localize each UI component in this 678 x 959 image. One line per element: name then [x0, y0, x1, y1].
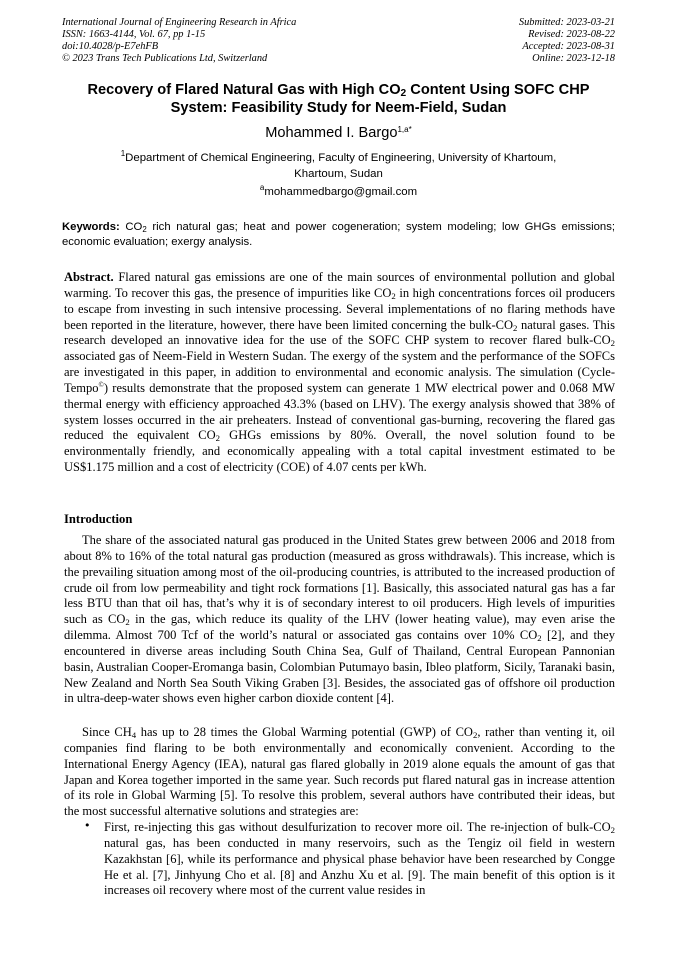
subscript: 2 [391, 290, 396, 301]
paragraph-text: has up to 28 times the Global Warming potential (GWP) of CO [136, 725, 473, 739]
journal-name: International Journal of Engineering Research in Africa [62, 17, 297, 28]
affiliation-text: Khartoum, Sudan [294, 168, 383, 180]
paragraph-text: in the gas, which reduce its quality of the LHV (lower heating value), may even arise the dilemma. Almost 700 Tcf of the world’s natural or associated gas contains over 10% CO [64, 612, 615, 643]
subscript: 2 [610, 338, 615, 349]
doi: doi:10.4028/p-E7ehFB [62, 41, 159, 52]
title-text: System: Feasibility Study for Neem-Field, Sudan [170, 100, 507, 116]
subscript: 2 [125, 617, 130, 628]
email-address[interactable]: mohammedbargo@gmail.com [264, 186, 418, 198]
list-item-text: natural gas, has been conducted in many reservoirs, such as the Tengiz oil field in western Kazakhstan [6], while its performance and physical phase behavior have been researched by Congge He et al. [7], Jinhyung Cho et al. [8] and Anzhu Xu et al. [9]. The main benefit of this option is it increases oil recovery where most of the current value resides in [104, 835, 615, 898]
paragraph-text: The share of the associated natural gas produced in the United States grew between 2006 and 2018 from about 8% to 16% of the total natural gas production (measured as gross withdrawals). This increase, which is the prevailing situation among most of the oil-producing countries, is attributed to the increased production of crude oil from low permeability and tight rock formations [1]. Basically, this associated natural gas has a far less BTU than that oil has, that’s why it is of secondary interest to oil producers. High levels of impurities such as CO [64, 533, 615, 627]
online-date: Online: 2023-12-18 [532, 53, 615, 64]
abstract-text: in high concentrations forces oil producers to escape from investing in such intensive processing. Several implementations of no flaring methods have been reported in the literature, however, there have been limited concerning the bulk-CO [64, 285, 615, 332]
affiliation [62, 150, 615, 182]
list-item [104, 820, 615, 899]
abstract-text: GHGs emissions by 80%. Overall, the novel solution found to be environmentally friendly, and economically appealing with a total capital investment estimated to be US$1.175 million and a cost of electricity (COE) of 4.07 cents per kWh. [64, 428, 615, 475]
keywords-text: CO [119, 221, 143, 233]
issn: ISSN: 1663-4144, Vol. 67, pp 1-15 [62, 29, 206, 40]
introduction-heading: Introduction [64, 512, 133, 526]
affiliation-text: Department of Chemical Engineering, Faculty of Engineering, University of Khartoum, [125, 152, 557, 164]
superscript: © [98, 380, 104, 389]
title-text: Recovery of Flared Natural Gas with High CO [87, 82, 401, 98]
accepted-date: Accepted: 2023-08-31 [522, 41, 615, 52]
author-name: Mohammed I. Bargo [265, 125, 398, 141]
author [62, 124, 615, 142]
paper-title [62, 81, 615, 117]
submitted-date: Submitted: 2023-03-21 [518, 17, 615, 28]
abstract-label: Abstract. [64, 270, 114, 284]
title-text: Content Using SOFC CHP [406, 82, 590, 98]
abstract-text: natural gases. This research developed an innovative idea for the use of the SOFC CHP system to recover flared bulk-CO [64, 317, 615, 348]
title-subscript: 2 [400, 88, 407, 99]
abstract-text: ) results demonstrate that the proposed system can generate 1 MW electrical power and 0.068 MW thermal energy with efficiency approached 43.3% (based on LHV). The exergy analysis showed that 38% of system losses occurred in the air preheaters. Instead of conventional gas-burning, recovering the flared gas reduced the equivalent CO [64, 380, 615, 443]
subscript: 4 [131, 730, 137, 740]
paragraph-text: [2], and they encountered in diverse areas including South China Sea, Gulf of Thailand, Central European Pannonian basin, Australian Cooper-Eromanga basin, Colombian Putumayo basin, Ibleo platform, Sicily, Taranaki basin, New Zealand and North Sea South Viking Graben [3]. Besides, the associated gas of offshore oil production in ultra-deep-water shows even higher carbon dioxide content [4]. [64, 628, 615, 706]
paragraph-text: Since CH [82, 725, 132, 739]
subscript: 2 [537, 633, 542, 644]
subscript: 2 [142, 225, 147, 234]
subscript: 2 [513, 322, 518, 333]
bullet-marker: • [84, 819, 91, 832]
subscript: 2 [215, 433, 221, 444]
header-left [62, 17, 296, 65]
list-item-text: First, re-injecting this gas without desulfurization to recover more oil. The re-injection of bulk-CO [104, 820, 611, 834]
intro-paragraph-1 [64, 533, 615, 707]
intro-paragraph-2 [64, 725, 615, 820]
email-superscript: a [259, 183, 265, 192]
paragraph-text: , rather than venting it, oil companies find flaring to be both environmentally and economically convenient. According to the International Energy Agency (IEA), natural gas flared globally in 2019 alone equals the amount of gas that Japan and Korea together imported in the same year. Such records put flared natural gas in increase attention of its role in Global Warming [5]. To resolve this problem, several authors have contributed their ideas, but the most successful alternative solutions and strategies are: [64, 725, 615, 819]
copyright: © 2023 Trans Tech Publications Ltd, Switzerland [62, 53, 268, 64]
subscript: 2 [610, 825, 615, 835]
author-superscript: 1,a* [397, 125, 412, 134]
author-email[interactable] [62, 185, 615, 200]
abstract [64, 270, 615, 476]
abstract-text: Flared natural gas emissions are one of the main sources of environmental pollution and global warming. To recover this gas, the presence of impurities like CO [64, 270, 615, 300]
affiliation-superscript: 1 [120, 149, 126, 158]
abstract-text: associated gas of Neem-Field in Western Sudan. The exergy of the system and the performance of the SOFCs are investigated in this paper, in addition to environmental and economic analysis. The simulation (Cycle-Tempo [64, 349, 615, 395]
keywords-text: rich natural gas; heat and power cogeneration; system modeling; low GHGs emissions; economic evaluation; exergy analysis. [62, 221, 616, 248]
revised-date: Revised: 2023-08-22 [528, 29, 615, 40]
keywords-label: Keywords: [62, 221, 120, 233]
header-right [519, 17, 615, 65]
subscript: 2 [472, 730, 478, 740]
keywords [62, 220, 615, 249]
